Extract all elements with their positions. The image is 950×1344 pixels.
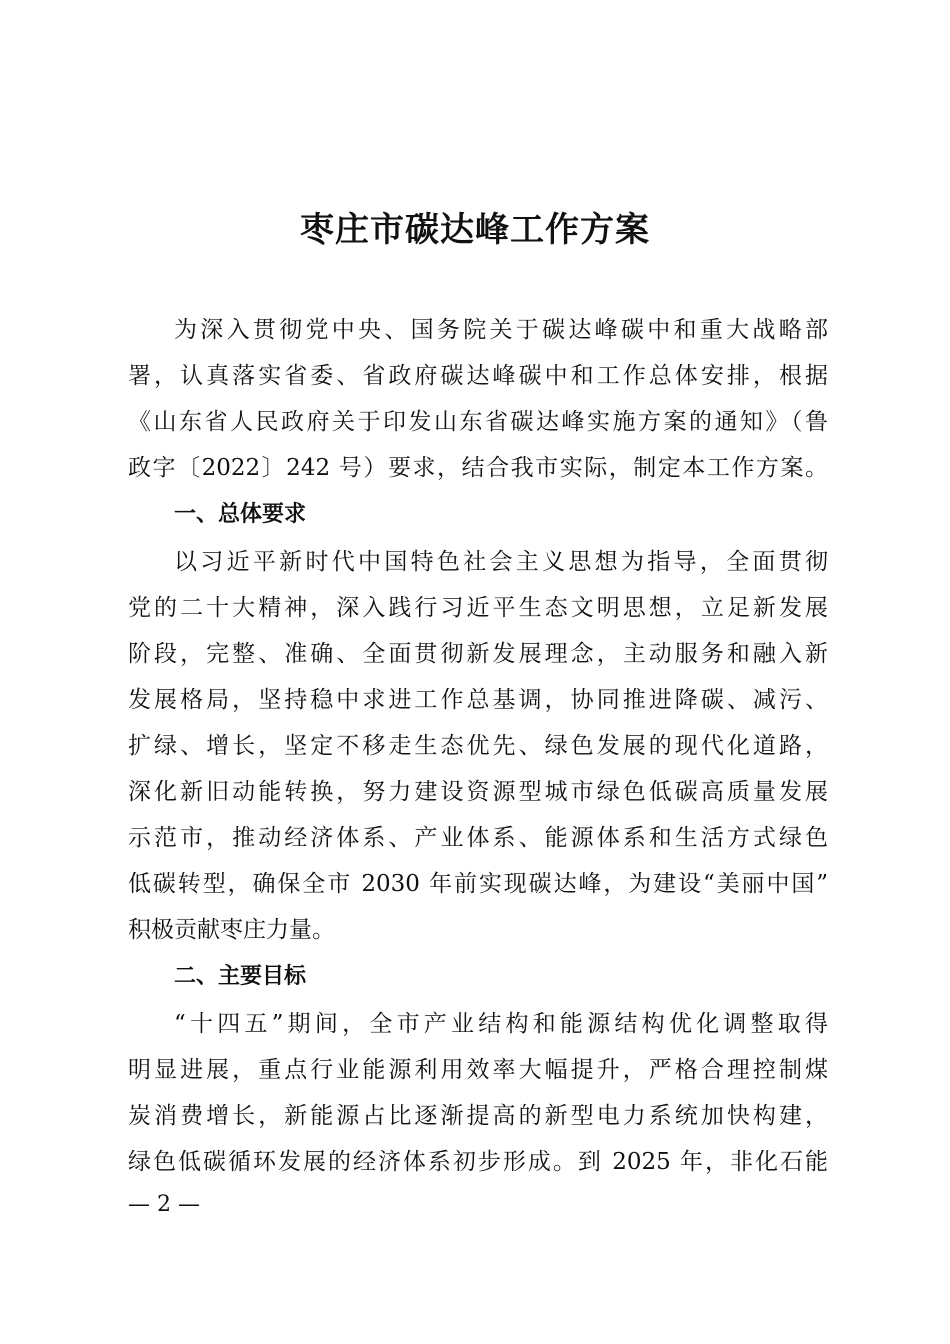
intro-line: 署，认真落实省委、省政府碳达峰碳中和工作总体安排，根据 — [128, 363, 828, 389]
section1-line: 深化新旧动能转换，努力建设资源型城市绿色低碳高质量发展 — [128, 779, 828, 805]
intro-line: 《山东省人民政府关于印发山东省碳达峰实施方案的通知》（鲁 — [128, 409, 828, 435]
intro-line: 政字〔2022〕242 号）要求，结合我市实际，制定本工作方案。 — [128, 455, 828, 481]
section1-line: 阶段，完整、准确、全面贯彻新发展理念，主动服务和融入新 — [128, 641, 828, 667]
section-heading-main-goals: 二、主要目标 — [174, 964, 307, 989]
intro-line: 为深入贯彻党中央、国务院关于碳达峰碳中和重大战略部 — [174, 317, 828, 343]
section1-line: 示范市，推动经济体系、产业体系、能源体系和生活方式绿色 — [128, 825, 828, 851]
page-number: — 2 — — [128, 1192, 200, 1217]
section2-line: 绿色低碳循环发展的经济体系初步形成。到 2025 年，非化石能 — [128, 1149, 828, 1175]
section2-line: 炭消费增长，新能源占比逐渐提高的新型电力系统加快构建， — [128, 1103, 828, 1129]
section2-line: “十四五”期间，全市产业结构和能源结构优化调整取得 — [174, 1011, 828, 1037]
section1-line: 积极贡献枣庄力量。 — [128, 917, 335, 943]
section1-line: 发展格局，坚持稳中求进工作总基调，协同推进降碳、减污、 — [128, 687, 828, 713]
section1-line: 以习近平新时代中国特色社会主义思想为指导，全面贯彻 — [174, 549, 828, 575]
document-title: 枣庄市碳达峰工作方案 — [300, 210, 650, 250]
section1-line: 低碳转型，确保全市 2030 年前实现碳达峰，为建设“美丽中国” — [128, 871, 828, 897]
section1-line: 党的二十大精神，深入践行习近平生态文明思想，立足新发展 — [128, 595, 828, 621]
section2-line: 明显进展，重点行业能源利用效率大幅提升，严格合理控制煤 — [128, 1057, 828, 1083]
section-heading-overall-requirements: 一、总体要求 — [174, 502, 307, 527]
document-body — [128, 307, 828, 1185]
section1-line: 扩绿、增长，坚定不移走生态优先、绿色发展的现代化道路， — [128, 733, 828, 759]
